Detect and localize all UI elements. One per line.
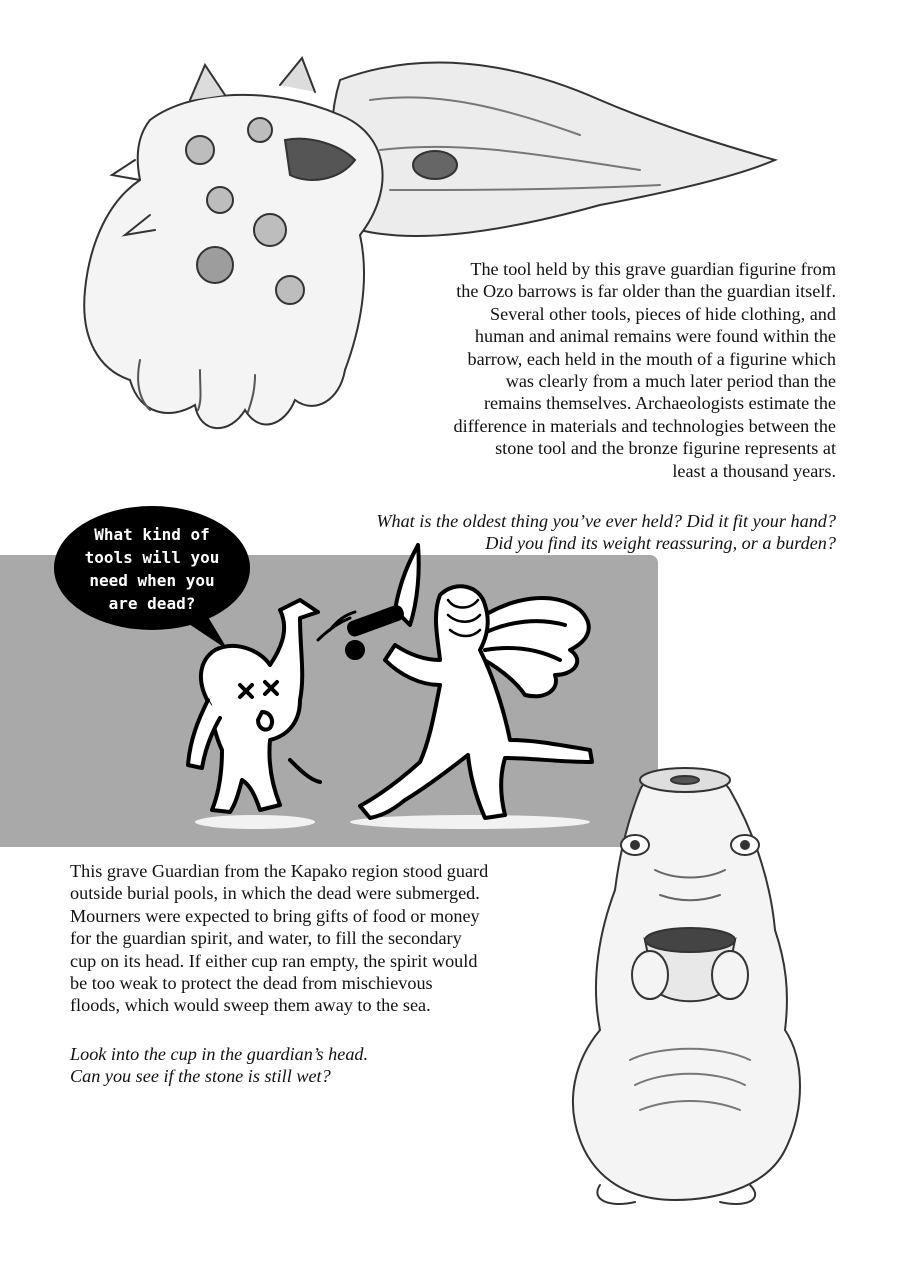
question-line: Did you find its weight reassuring, or a burden? xyxy=(485,533,836,554)
bubble-line: What kind of xyxy=(94,525,210,544)
text-line: The tool held by this grave guardian figurine from xyxy=(470,259,836,279)
question-line: What is the oldest thing you’ve ever held? Did it fit your hand? xyxy=(376,511,836,531)
kapako-guardian-description xyxy=(70,860,590,1017)
text-line: floods, which would sweep them away to the sea. xyxy=(70,995,431,1016)
bubble-line: are dead? xyxy=(108,594,196,613)
text-line: remains themselves. Archaeologists estimate the xyxy=(483,393,836,414)
ozo-figurine-description xyxy=(350,258,836,482)
speech-bubble-text xyxy=(62,523,242,615)
bubble-line: need when you xyxy=(89,571,215,590)
question-line: Look into the cup in the guardian’s head. xyxy=(70,1044,369,1064)
text-line: human and animal remains were found within the xyxy=(474,326,836,347)
text-line: outside burial pools, in which the dead were submerged. xyxy=(70,883,480,904)
text-line: be too weak to protect the dead from mischievous xyxy=(70,973,433,994)
question-line: Can you see if the stone is still wet? xyxy=(70,1066,331,1087)
text-line: Mourners were expected to bring gifts of food or money xyxy=(70,905,480,926)
text-line: cup on its head. If either cup ran empty, the spirit would xyxy=(70,950,478,971)
text-line: barrow, each held in the mouth of a figurine which xyxy=(467,348,836,369)
text-line: difference in materials and technologies between the xyxy=(453,415,836,436)
text-line: stone tool and the bronze figurine represents at xyxy=(495,438,836,459)
text-line: the Ozo barrows is far older than the guardian itself. xyxy=(456,281,836,302)
text-line: was clearly from a much later period than the xyxy=(505,371,836,392)
text-line: This grave Guardian from the Kapako region stood guard xyxy=(70,861,489,881)
guardian-cup-question xyxy=(70,1043,490,1088)
text-line: least a thousand years. xyxy=(672,460,836,481)
text-line: for the guardian spirit, and water, to fill the secondary xyxy=(70,928,462,949)
text-line: Several other tools, pieces of hide clothing, and xyxy=(490,303,836,324)
bubble-line: tools will you xyxy=(84,548,220,567)
oldest-thing-question xyxy=(280,510,836,555)
